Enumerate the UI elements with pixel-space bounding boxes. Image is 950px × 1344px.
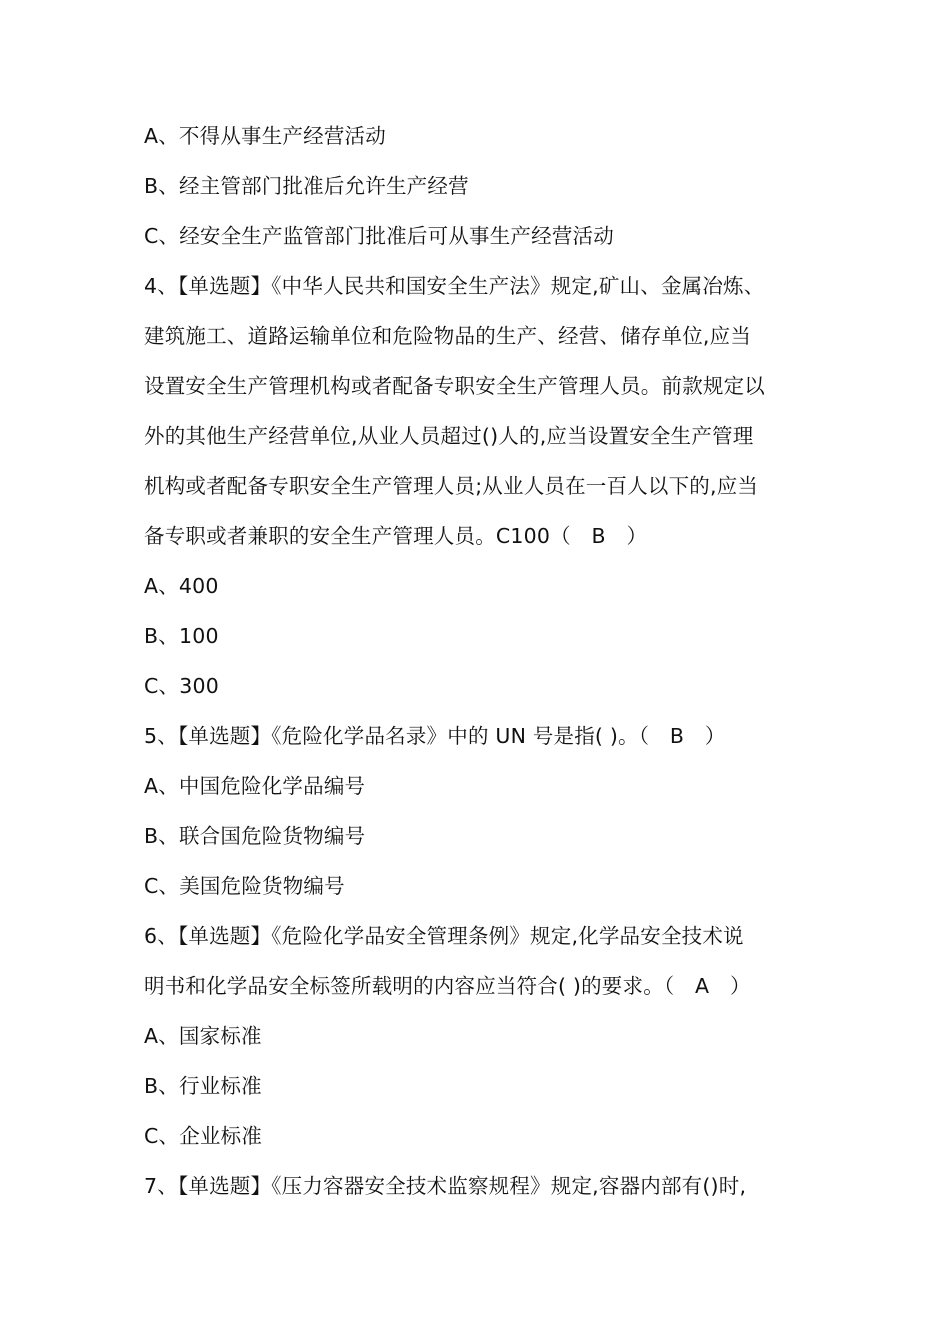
option-line: B、经主管部门批准后允许生产经营 [144,174,469,198]
question-line: 5、【单选题】《危险化学品名录》中的 UN 号是指( )。（ B ） [144,724,726,748]
document-body [144,111,814,1211]
option-line: C、经安全生产监管部门批准后可从事生产经营活动 [144,224,614,248]
question-line: 6、【单选题】《危险化学品安全管理条例》规定,化学品安全技术说 [144,924,744,948]
question-line: 备专职或者兼职的安全生产管理人员。C100（ B ） [144,524,648,548]
option-line: B、行业标准 [144,1074,262,1098]
question-line: 建筑施工、道路运输单位和危险物品的生产、经营、储存单位,应当 [144,324,752,348]
question-line: 设置安全生产管理机构或者配备专职安全生产管理人员。前款规定以 [144,374,765,398]
question-line: 机构或者配备专职安全生产管理人员;从业人员在一百人以下的,应当 [144,474,759,498]
option-line: C、美国危险货物编号 [144,874,345,898]
option-line: C、企业标准 [144,1124,263,1148]
question-line: 明书和化学品安全标签所载明的内容应当符合( )的要求。（ A ） [144,974,751,998]
option-line: B、100 [144,624,219,648]
option-line: A、400 [144,574,219,598]
option-line: B、联合国危险货物编号 [144,824,366,848]
option-line: C、300 [144,674,219,698]
option-line: A、不得从事生产经营活动 [144,124,386,148]
question-line: 4、【单选题】《中华人民共和国安全生产法》规定,矿山、金属冶炼、 [144,274,765,298]
question-line: 外的其他生产经营单位,从业人员超过()人的,应当设置安全生产管理 [144,424,754,448]
question-line: 7、【单选题】《压力容器安全技术监察规程》规定,容器内部有()时, [144,1174,747,1198]
option-line: A、中国危险化学品编号 [144,774,366,798]
option-line: A、国家标准 [144,1024,262,1048]
